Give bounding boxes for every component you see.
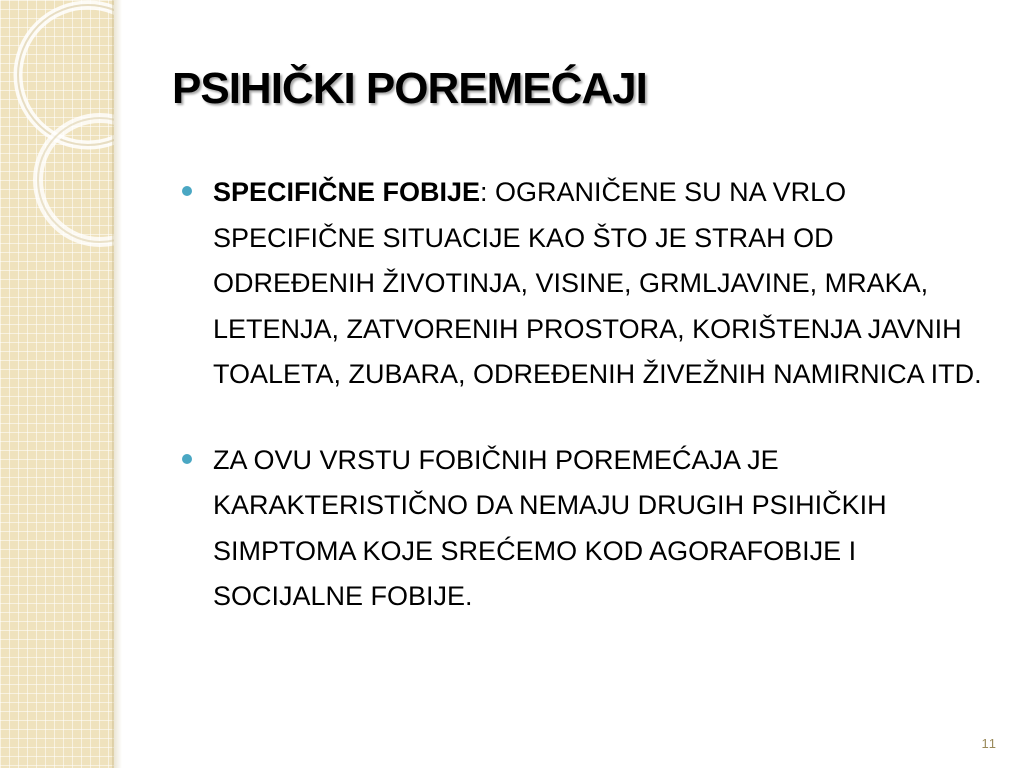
decorative-circles [0, 0, 114, 768]
bullet-dot-icon [182, 454, 192, 464]
page-number: 11 [981, 736, 997, 751]
decorative-circle-small [38, 118, 114, 242]
bullet-list [182, 170, 982, 660]
bullet-text: : OGRANIČENE SU NA VRLO SPECIFIČNE SITUACIJE KAO ŠTO JE STRAH OD ODREĐENIH ŽIVOTINJA, VISINE, GRMLJAVINE, MRAKA, LETENJA, ZATVORENIH PROSTORA, KORIŠTENJA JAVNIH TOALETA, ZUBARA, ODREĐENIH ŽIVEŽNIH NAMIRNICA ITD. [213, 177, 982, 389]
bullet-item-specific-phobias [182, 170, 982, 398]
bullet-item-characteristics [182, 438, 982, 620]
bullet-text: ZA OVU VRSTU FOBIČNIH POREMEĆAJA JE KARAKTERISTIČNO DA NEMAJU DRUGIH PSIHIČKIH SIMPTOMA KOJE SREĆEMO KOD AGORAFOBIJE I SOCIJALNE FOBIJE. [213, 444, 887, 611]
decorative-side-panel [0, 0, 114, 768]
side-panel-shadow [112, 0, 122, 768]
bullet-term: SPECIFIČNE FOBIJE [213, 177, 481, 207]
bullet-dot-icon [182, 186, 192, 196]
slide-title: PSIHIČKI POREMEĆAJI [172, 64, 647, 113]
